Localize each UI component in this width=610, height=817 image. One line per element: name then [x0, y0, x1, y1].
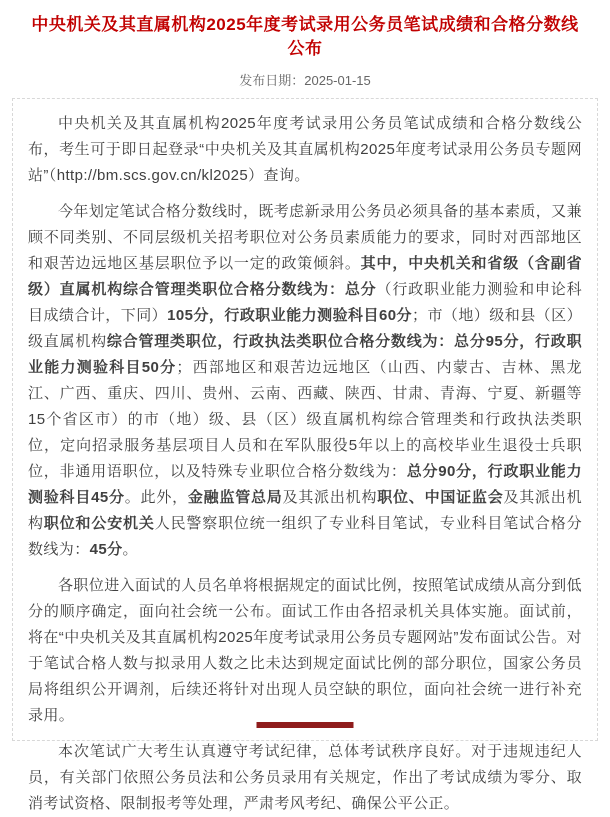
body-text: 。 [122, 541, 138, 558]
page-header [0, 0, 610, 89]
paragraph [28, 739, 582, 817]
page-title: 中央机关及其直属机构2025年度考试录用公务员笔试成绩和合格分数线公布 [31, 15, 579, 58]
emphasized-text: 45分 [89, 541, 123, 558]
emphasized-text: 总分90分，行政职业能力测验科目45分 [28, 463, 582, 506]
publish-date-value: 2025-01-15 [304, 73, 371, 88]
body-text: 人民警察职位统一组织了专业科目笔试，专业科目笔试合格分数线为： [28, 515, 582, 558]
emphasized-text: 综合管理类职位，行政执法类职位合格分数线为：总分95分，行政职业能力测验科目50分 [28, 333, 582, 376]
body-text: 。此外， [124, 489, 188, 506]
footer-accent-bar [257, 722, 354, 728]
body-text: 及其派出机构 [28, 489, 582, 532]
article-body [12, 98, 598, 812]
body-text: ；市（地）级和县（区）级直属机构 [28, 307, 582, 350]
body-text: 及其派出机构 [282, 489, 378, 506]
emphasized-text: 职位和公安机关 [43, 515, 155, 532]
body-text: ；西部地区和艰苦边远地区（山西、内蒙古、吉林、黑龙江、广西、重庆、四川、贵州、云南、西藏、陕西、甘肃、青海、宁夏、新疆等15个省区市）的市（地）级、县（区）级直属机构综合管理类和行政执法类职位，定向招录服务基层项目人员和在军队服役5年以上的高校毕业生退役士兵职位，非通用语职位，以及特殊专业职位合格分数线为： [28, 359, 582, 480]
emphasized-text: 105分，行政职业能力测验科目60分 [167, 307, 412, 324]
emphasized-text: 中国证监会 [424, 489, 504, 506]
body-text: 各职位进入面试的人员名单将根据规定的面试比例，按照笔试成绩从高分到低分的顺序确定，面向社会统一公布。面试工作由各招录机关具体实施。面试前，将在“中央机关及其直属机构2025年度考试录用公务员专题网站”发布面试公告。对于笔试合格人数与拟录用人数之比未达到规定面试比例的部分职位，国家公务员局将组织公开调剂，后续还将针对出现人员空缺的职位，面向社会统一进行补充录用。 [28, 577, 582, 724]
emphasized-text: 职位、 [377, 489, 425, 506]
paragraph [28, 199, 582, 563]
emphasized-text: 其中，中央机关和省级（含副省级）直属机构综合管理类职位合格分数线为：总分 [28, 255, 583, 298]
body-text: 今年划定笔试合格分数线时，既考虑新录用公务员必须具备的基本素质，又兼顾不同类别、不同层级机关招考职位对公务员素质能力的要求，同时对西部地区和艰苦边远地区基层职位予以一定的政策倾斜。 [28, 203, 582, 272]
emphasized-text: 金融监管总局 [187, 489, 283, 506]
paragraph [28, 573, 582, 729]
publish-date [30, 70, 580, 89]
body-text: （行政职业能力测验和申论科目成绩合计，下同） [28, 281, 582, 324]
publish-date-label: 发布日期： [239, 73, 305, 88]
body-text: 本次笔试广大考生认真遵守考试纪律，总体考试秩序良好。对于违规违纪人员，有关部门依照公务员法和公务员录用有关规定，作出了考试成绩为零分、取消考试资格、限制报考等处理，严肃考风考纪、确保公平公正。 [28, 743, 582, 812]
body-text: 中央机关及其直属机构2025年度考试录用公务员笔试成绩和合格分数线公布，考生可于即日起登录“中央机关及其直属机构2025年度考试录用公务员专题网站”（http://bm.scs.gov.cn/kl2025）查询。 [28, 115, 582, 184]
paragraph [28, 111, 582, 189]
